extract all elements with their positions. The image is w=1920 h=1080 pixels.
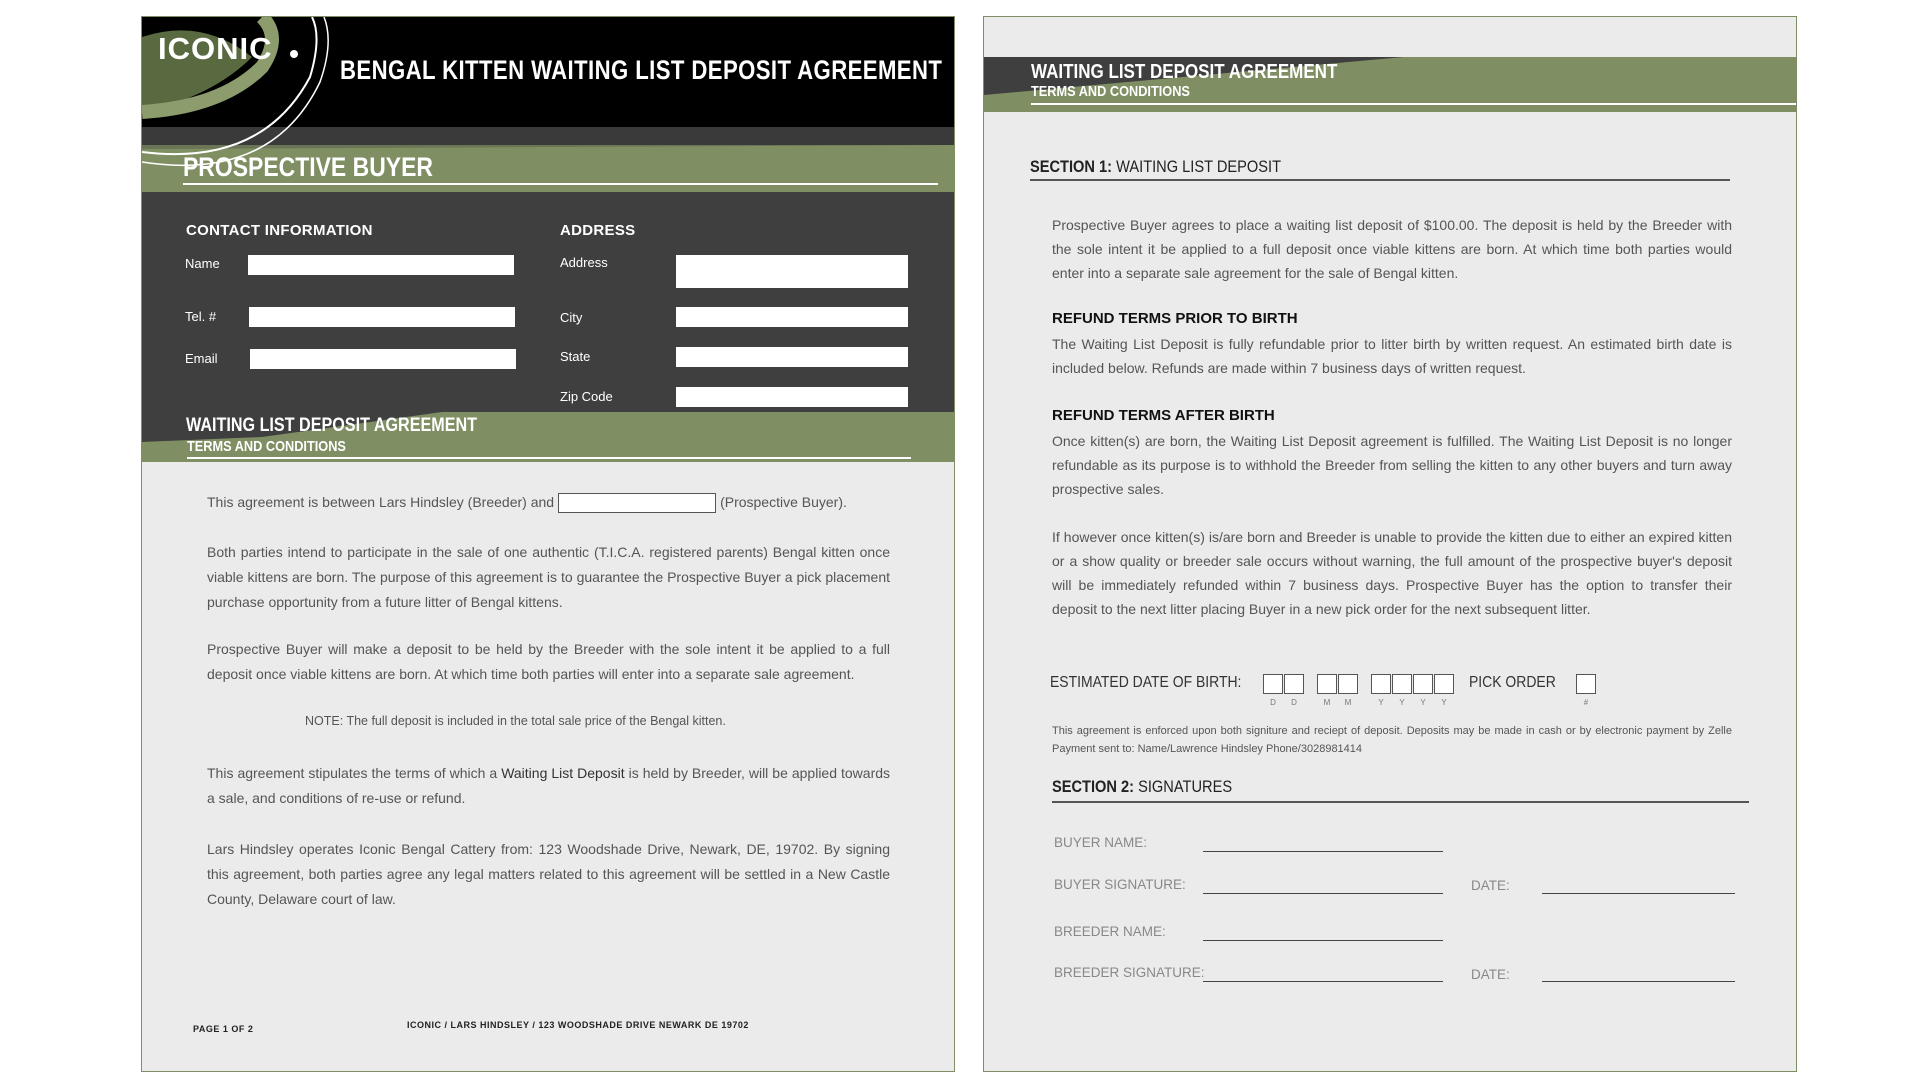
email-label: Email [185, 351, 218, 366]
city-field[interactable] [676, 307, 908, 327]
birth-date-letter: Y [1441, 698, 1447, 707]
birth-date-letter: Y [1420, 698, 1426, 707]
name-field[interactable] [248, 255, 514, 275]
buyer-name-label: BUYER NAME: [1054, 835, 1148, 850]
contact-heading: CONTACT INFORMATION [186, 222, 373, 239]
section-2-number: SECTION 2: [1052, 777, 1135, 796]
breeder-name-line[interactable] [1203, 940, 1443, 941]
paragraph-legal: Lars Hindsley operates Iconic Bengal Cattery from: 123 Woodshade Drive, Newark, DE, 19702. By signing this agreement, both parties agree any legal matters related to this agreement will be settled in a New Castle County, Delaware court of law. [207, 841, 890, 907]
breeder-name-label: BREEDER NAME: [1054, 924, 1166, 939]
birth-date-letter: D [1291, 698, 1297, 707]
terms-subheading: TERMS AND CONDITIONS [1031, 83, 1190, 100]
terms-text: This agreement stipulates the terms of which a [207, 765, 498, 781]
buyer-signature-label: BUYER SIGNATURE: [1054, 877, 1186, 892]
section-1-name: WAITING LIST DEPOSIT [1116, 157, 1282, 176]
refund-prior-title: REFUND TERMS PRIOR TO BIRTH [1052, 310, 1298, 327]
document-title: BENGAL KITTEN WAITING LIST DEPOSIT AGREEMENT [340, 55, 943, 85]
city-label: City [560, 310, 583, 325]
buyer-date-label: DATE: [1471, 878, 1510, 893]
contact-panel [142, 192, 954, 412]
paragraph-terms [207, 761, 890, 811]
paragraph-deposit: Prospective Buyer will make a deposit to be held by the Breeder with the sole intent it be applied to a full deposit once viable kittens are born. At which time both parties will enter into a separate sale agreement. [207, 641, 890, 682]
terms-heading: WAITING LIST DEPOSIT AGREEMENT [1031, 61, 1338, 83]
birth-date-box[interactable] [1413, 674, 1433, 694]
birth-date-box[interactable] [1263, 674, 1283, 694]
section-2-name: SIGNATURES [1138, 777, 1233, 796]
section-prospective-buyer: PROSPECTIVE BUYER [183, 152, 433, 182]
tel-field[interactable] [249, 307, 515, 327]
address-label: Address [560, 255, 608, 270]
birth-date-box[interactable] [1284, 674, 1304, 694]
state-label: State [560, 349, 591, 364]
buyer-date-line[interactable] [1542, 893, 1735, 894]
breeder-signature-label: BREEDER SIGNATURE: [1054, 965, 1205, 980]
pick-order-box[interactable] [1576, 674, 1596, 694]
birth-date-box[interactable] [1338, 674, 1358, 694]
birth-date-letter: M [1344, 698, 1352, 707]
however-paragraph: If however once kitten(s) is/are born and Breeder is unable to provide the kitten due to either an expired kitten or a show quality or breeder sale occurs without warning, the full amount of the prospective buyer's deposit will be immediately refunded within 7 business days. Prospective Buyer has the option to transfer their deposit to the next litter placing Buyer in a new pick order for the next subsequent litter. [1052, 529, 1732, 617]
email-field[interactable] [250, 349, 516, 369]
section-1-title [1030, 157, 1281, 177]
breeder-date-label: DATE: [1471, 967, 1510, 982]
birth-date-letter: Y [1399, 698, 1405, 707]
page-two [983, 16, 1797, 1072]
divider [187, 457, 911, 459]
section-1-paragraph: Prospective Buyer agrees to place a waiting list deposit of $100.00. The deposit is held by the Breeder with the sole intent it be applied to a full deposit once viable kittens are born. At which time both parties would enter into a separate sale agreement for the sale of Bengal kitten. [1052, 217, 1732, 281]
birth-date-letter: Y [1378, 698, 1384, 707]
note: NOTE: The full deposit is included in the total sale price of the Bengal kitten. [305, 714, 726, 728]
section-2-title [1052, 777, 1232, 797]
tel-label: Tel. # [185, 309, 217, 324]
zip-field[interactable] [676, 387, 908, 407]
address-heading: ADDRESS [560, 222, 636, 239]
birth-date-box[interactable] [1392, 674, 1412, 694]
terms-text-end: is held by Breeder, will be applied towards a sale, and conditions of re-use or refund. [207, 765, 891, 806]
page-one [141, 16, 955, 1072]
divider [183, 183, 938, 185]
estimated-birth-label: ESTIMATED DATE OF BIRTH: [1050, 674, 1242, 691]
section-1-rule [1030, 179, 1730, 181]
footer-address: ICONIC / LARS HINDSLEY / 123 WOODSHADE DRIVE NEWARK DE 19702 [407, 1020, 749, 1030]
birth-date-box[interactable] [1317, 674, 1337, 694]
pick-order-letter: # [1583, 698, 1589, 707]
birth-date-letter: D [1270, 698, 1276, 707]
parties-text: This agreement is between Lars Hindsley (Breeder) and [207, 494, 555, 510]
birth-date-letter: M [1323, 698, 1331, 707]
logo: ICONIC [158, 31, 273, 66]
paragraph-intent: Both parties intend to participate in the sale of one authentic (T.I.C.A. registered parents) Bengal kitten once viable kittens are born. The purpose of this agreement is to guarantee the Prospective Buyer a pick placement purchase opportunity from a future litter of Bengal kittens. [207, 544, 890, 610]
pick-order-label: PICK ORDER [1469, 674, 1556, 691]
agreement-heading: WAITING LIST DEPOSIT AGREEMENT [186, 415, 478, 436]
birth-date-box[interactable] [1371, 674, 1391, 694]
divider [1031, 103, 1797, 105]
zip-label: Zip Code [560, 389, 613, 404]
section-1-number: SECTION 1: [1030, 157, 1113, 176]
agreement-subheading: TERMS AND CONDITIONS [187, 438, 346, 455]
refund-after-text: Once kitten(s) are born, the Waiting List Deposit agreement is fulfilled. The Waiting List Deposit is no longer refundable as its purpose is to withhold the Breeder from selling the kitten to any other buyers and turn away prospective sales. [1052, 433, 1732, 497]
buyer-name-line[interactable] [1203, 851, 1443, 852]
state-field[interactable] [676, 347, 908, 367]
buyer-signature-line[interactable] [1203, 893, 1443, 894]
page-number: PAGE 1 OF 2 [193, 1024, 254, 1034]
breeder-signature-line[interactable] [1203, 981, 1443, 982]
parties-text-end: (Prospective Buyer). [720, 494, 847, 510]
buyer-name-inline-field[interactable] [558, 493, 716, 513]
refund-after-title: REFUND TERMS AFTER BIRTH [1052, 407, 1275, 424]
terms-highlight: Waiting List Deposit [501, 765, 625, 781]
paragraph-parties [207, 490, 890, 515]
name-label: Name [185, 256, 220, 271]
birth-date-box[interactable] [1434, 674, 1454, 694]
breeder-date-line[interactable] [1542, 981, 1735, 982]
section-2-rule [1052, 801, 1749, 803]
enforced-note: This agreement is enforced upon both signiture and reciept of deposit. Deposits may be made in cash or by electronic payment by Zelle Payment sent to: Name/Lawrence Hindsley Phone/3028981414 [1052, 725, 1732, 755]
address-field[interactable] [676, 255, 908, 288]
refund-prior-text: The Waiting List Deposit is fully refundable prior to litter birth by written request. An estimated birth date is included below. Refunds are made within 7 business days of written request. [1052, 336, 1732, 376]
